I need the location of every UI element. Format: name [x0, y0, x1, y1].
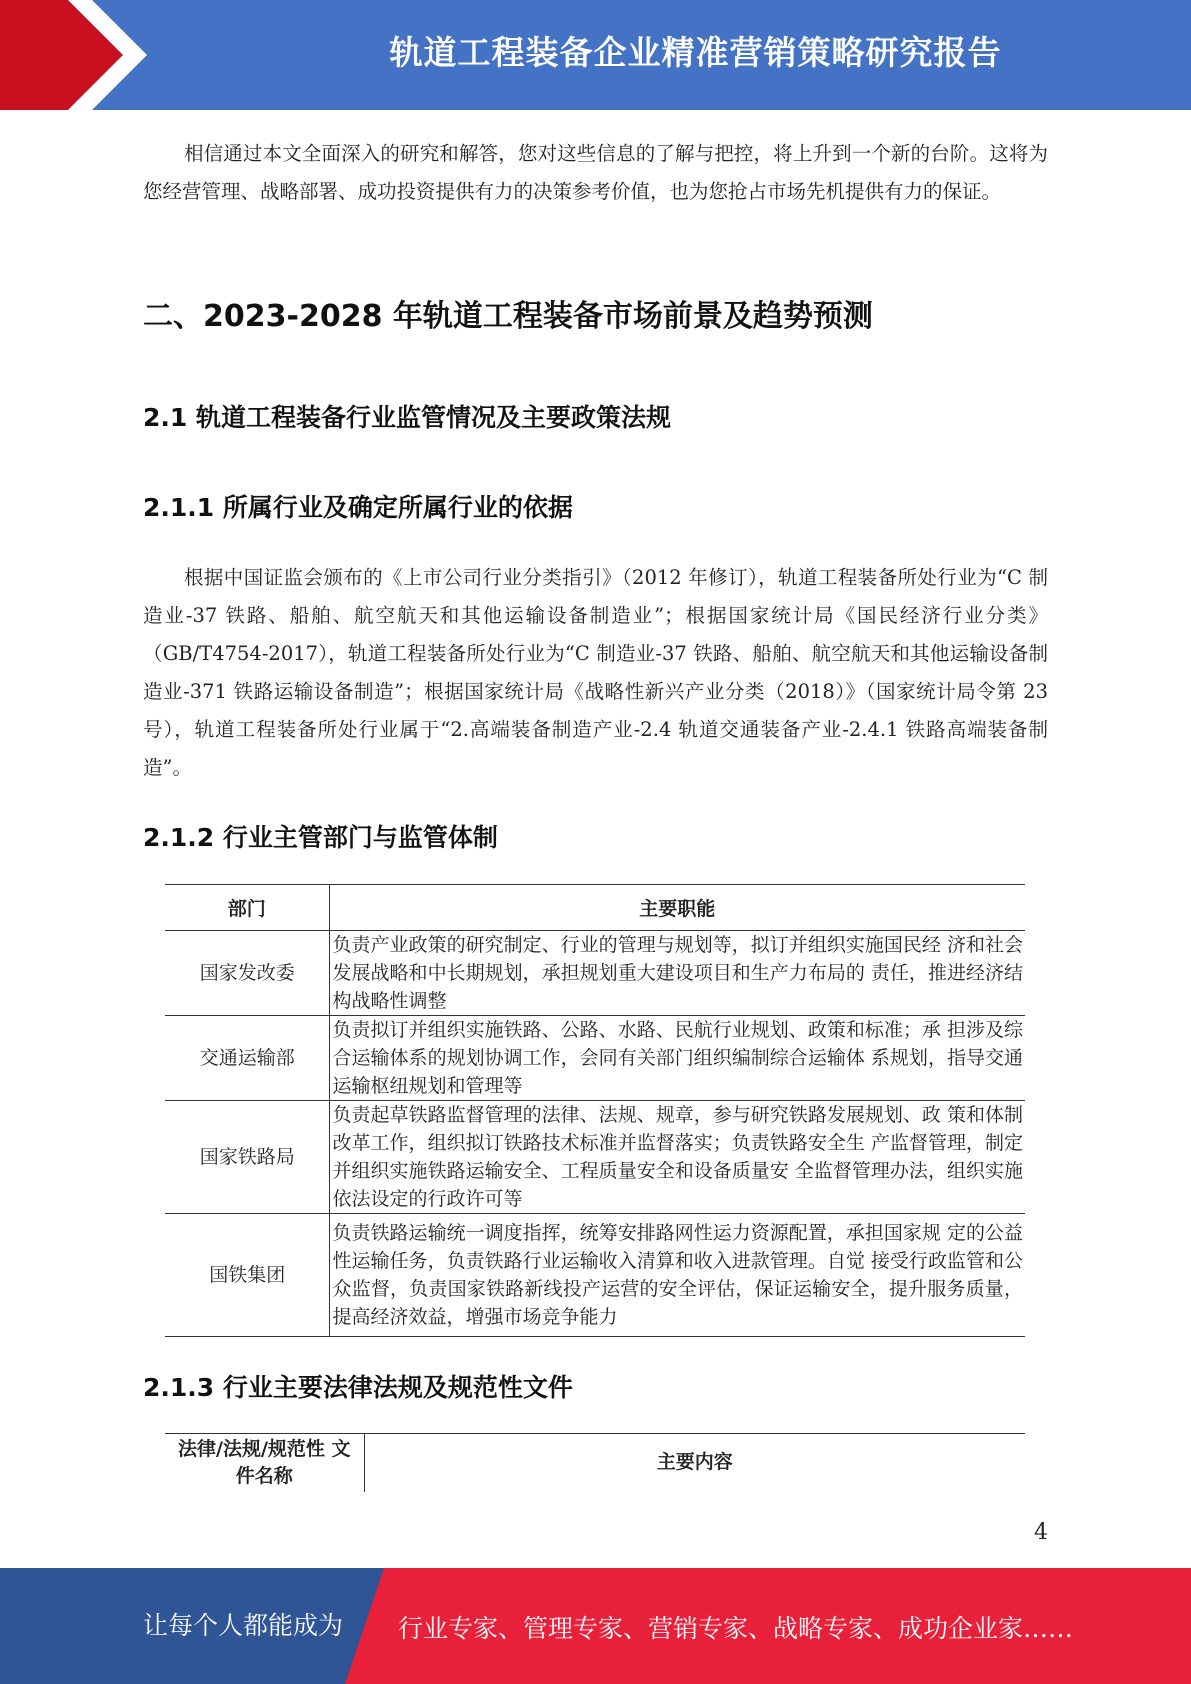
laws-table — [165, 1433, 1025, 1492]
regulator-table — [165, 884, 1025, 1337]
dept-cell: 交通运输部 — [165, 1016, 329, 1101]
subsection-heading-2-1-2: 2.1.2 行业主管部门与监管体制 — [143, 823, 498, 852]
dept-cell: 国铁集团 — [165, 1214, 329, 1337]
duty-cell: 负责铁路运输统一调度指挥，统筹安排路网性运力资源配置，承担国家规 定的公益性运输任务，负责铁路行业运输收入清算和收入进款管理。自觉 接受行政监管和公众监督，负责国家铁路新线投产运营的安全评估，保证运输安全，提升服务质量，提高经济效益，增强市场竞争能力 — [329, 1214, 1025, 1337]
table-row — [165, 1016, 1025, 1101]
dept-cell: 国家发改委 — [165, 931, 329, 1016]
footer-slogan-right: 行业专家、管理专家、营销专家、战略专家、成功企业家…… — [398, 1614, 1074, 1643]
table-header-row — [165, 1434, 1025, 1492]
footer-slogan-left: 让每个人都能成为 — [143, 1611, 344, 1640]
column-header-content: 主要内容 — [656, 1451, 733, 1474]
table-row — [165, 1214, 1025, 1337]
table-row — [165, 931, 1025, 1016]
footer-banner — [0, 1568, 1191, 1684]
page-number: 4 — [1034, 1520, 1048, 1545]
duty-cell: 负责起草铁路监督管理的法律、法规、规章，参与研究铁路发展规划、政 策和体制改革工作，组织拟订铁路技术标准并监督落实；负责铁路安全生 产监督管理，制定并组织实施铁路运输安全、工程质量安全和设备质量安 全监督管理办法，组织实施依法设定的行政许可等 — [329, 1101, 1025, 1214]
subsection-heading-2-1-1: 2.1.1 所属行业及确定所属行业的依据 — [143, 493, 573, 522]
table-row — [165, 1101, 1025, 1214]
section-heading: 二、2023-2028 年轨道工程装备市场前景及趋势预测 — [143, 299, 873, 334]
dept-cell: 国家铁路局 — [165, 1101, 329, 1214]
header-banner — [0, 0, 1191, 110]
subsection-heading-2-1: 2.1 轨道工程装备行业监管情况及主要政策法规 — [143, 403, 671, 432]
report-title: 轨道工程装备企业精准营销策略研究报告 — [389, 33, 1002, 72]
column-header-dept: 部门 — [165, 885, 329, 931]
header-arrow-decoration — [0, 0, 200, 110]
duty-cell: 负责拟订并组织实施铁路、公路、水路、民航行业规划、政策和标准；承 担涉及综合运输体系的规划协调工作，会同有关部门组织编制综合运输体 系规划，指导交通运输枢纽规划和管理等 — [329, 1016, 1025, 1101]
intro-paragraph: 相信通过本文全面深入的研究和解答，您对这些信息的了解与把控，将上升到一个新的台阶。这将为您经营管理、战略部署、成功投资提供有力的决策参考价值，也为您抢占市场先机提供有力的保证。 — [143, 142, 1048, 203]
table-header-row — [165, 885, 1025, 931]
duty-cell: 负责产业政策的研究制定、行业的管理与规划等，拟订并组织实施国民经 济和社会发展战略和中长期规划，承担规划重大建设项目和生产力布局的 责任，推进经济结构战略性调整 — [329, 931, 1025, 1016]
column-header-duty: 主要职能 — [329, 885, 1025, 931]
industry-classification-paragraph: 根据中国证监会颁布的《上市公司行业分类指引》（2012 年修订），轨道工程装备所处行业为“C 制造业-37 铁路、船舶、航空航天和其他运输设备制造业”；根据国家统计局《国民经济行业分类》（GB/T4754-2017），轨道工程装备所处行业为“C 制造业-37 铁路、船舶、航空航天和其他运输设备制造业-371 铁路运输设备制造”；根据国家统计局《战略性新兴产业分类（2018）》（国家统计局令第 23 号），轨道工程装备所处行业属于“2.高端装备制造产业-2.4 轨道交通装备产业-2.4.1 铁路高端装备制造”。 — [143, 566, 1048, 779]
subsection-heading-2-1-3: 2.1.3 行业主要法律法规及规范性文件 — [143, 1373, 573, 1402]
column-header-law-name: 法律/法规/规范性 文件名称 — [165, 1434, 364, 1492]
